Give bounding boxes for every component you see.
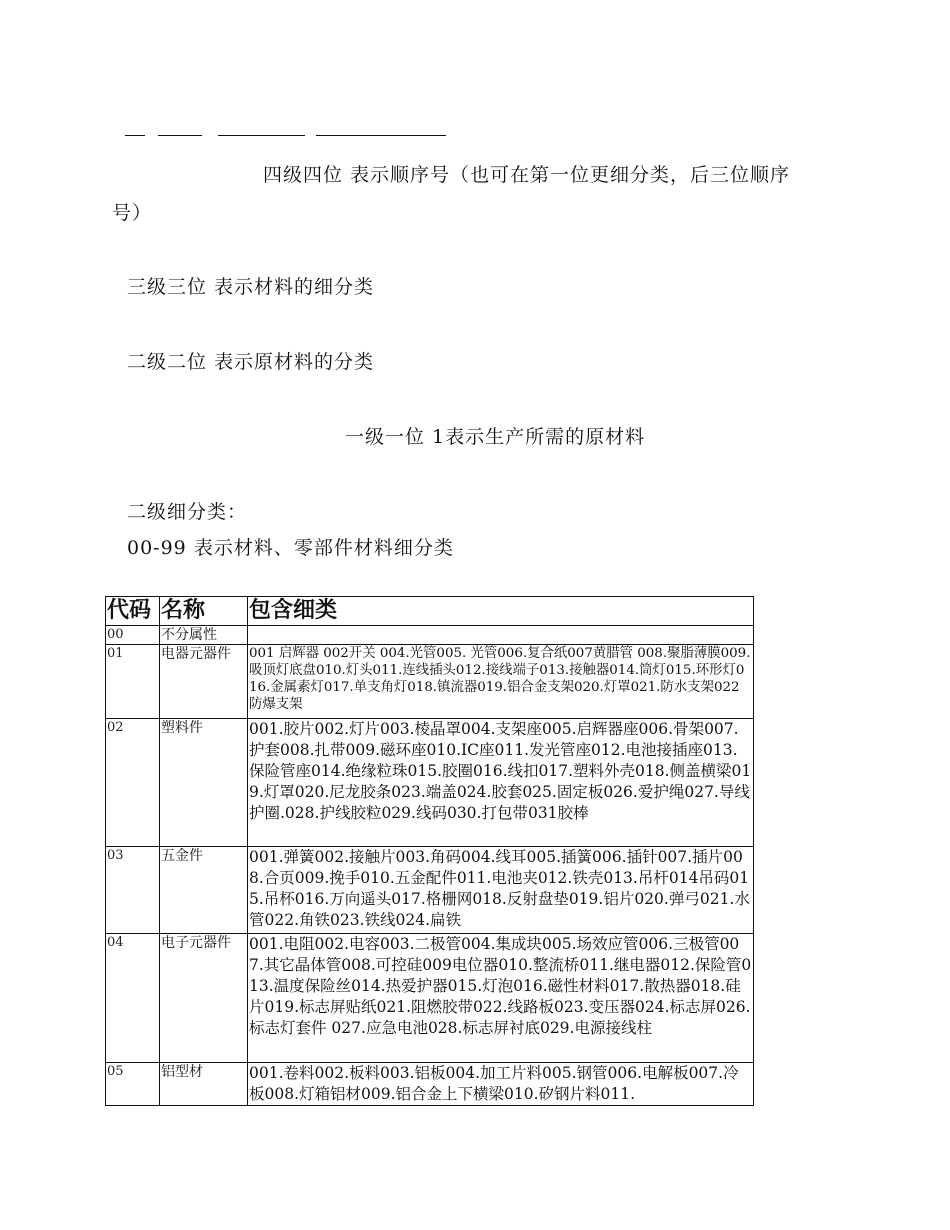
row-code: 05 [106,1063,160,1106]
table-row [106,1063,754,1106]
row-name: 五金件 [160,847,248,934]
header-code: 代码 [106,597,160,626]
rule-segment-4 [316,135,446,136]
row-name: 铝型材 [160,1063,248,1106]
row-name: 电器元器件 [160,645,248,719]
row-name: 电子元器件 [160,934,248,1063]
range-description: 00-99 表示材料、零部件材料细分类 [127,537,454,559]
row-name: 塑料件 [160,719,248,847]
table-row [106,645,754,719]
row-contents: 001.胶片002.灯片003.棱晶罩004.支架座005.启辉器座006.骨架007.护套008.扎带009.磁环座010.IC座011.发光管座012.电池接插座013.保险管座014.绝缘粒珠015.胶圈016.线扣017.塑料外壳018.侧盖横梁019.灯罩020.尼龙胶条023.端盖024.胶套025.固定板026.爱护绳027.导线护圈.028.护线胶粒029.线码030.打包带031胶棒 [248,719,754,847]
row-contents: 001 启辉器 002开关 004.光管005. 光管006.复合纸007黄腊管 008.聚脂薄膜009.吸顶灯底盘010.灯头011.连线插头012.接线端子013.接触器014.筒灯015.环形灯016.金属素灯017.单支角灯018.镇流器019.铝合金支架020.灯罩021.防水支架022防爆支架 [248,645,754,719]
header-contents: 包含细类 [248,597,754,626]
classification-table [105,596,754,1106]
row-contents: 001.电阻002.电容003.二极管004.集成块005.场效应管006.三极管007.其它晶体管008.可控硅009电位器010.整流桥011.继电器012.保险管013.温度保险丝014.热爱护器015.灯泡016.磁性材料017.散热器018.硅片019.标志屏贴纸021.阻燃胶带022.线路板023.变压器024.标志屏026.标志灯套件 027.应急电池028.标志屏衬底029.电源接线柱 [248,934,754,1063]
level2-description: 二级二位 表示原材料的分类 [127,351,375,373]
row-name: 不分属性 [160,626,248,645]
table-header-row [106,597,754,626]
row-contents: 001.弹簧002.接触片003.角码004.线耳005.插簧006.插针007.插片008.合页009.挽手010.五金配件011.电池夹012.铁壳013.吊杆014吊码015.吊杯016.万向遥头017.格栅网018.反射盘垫019.铝片020.弹弓021.水管022.角铁023.铁线024.扁铁 [248,847,754,934]
table-row [106,719,754,847]
subclass-heading: 二级细分类： [127,501,248,523]
row-contents [248,626,754,645]
level4-description-line2: 号） [112,202,153,224]
rule-segment-3 [218,135,305,136]
table-row [106,934,754,1063]
table-row [106,847,754,934]
level3-description: 三级三位 表示材料的细分类 [127,276,375,298]
level4-description-line1: 四级四位 表示顺序号（也可在第一位更细分类，后三位顺序 [263,164,791,186]
row-code: 01 [106,645,160,719]
row-code: 02 [106,719,160,847]
rule-segment-2 [158,135,202,136]
row-code: 03 [106,847,160,934]
row-contents: 001.卷料002.板料003.铝板004.加工片料005.钢管006.电解板007.冷板008.灯箱铝材009.铝合金上下横梁010.矽钢片料011. [248,1063,754,1106]
row-code: 04 [106,934,160,1063]
table-row [106,626,754,645]
row-code: 00 [106,626,160,645]
header-name: 名称 [160,597,248,626]
rule-segment-1 [125,135,145,136]
level1-description: 一级一位 1表示生产所需的原材料 [345,426,646,448]
